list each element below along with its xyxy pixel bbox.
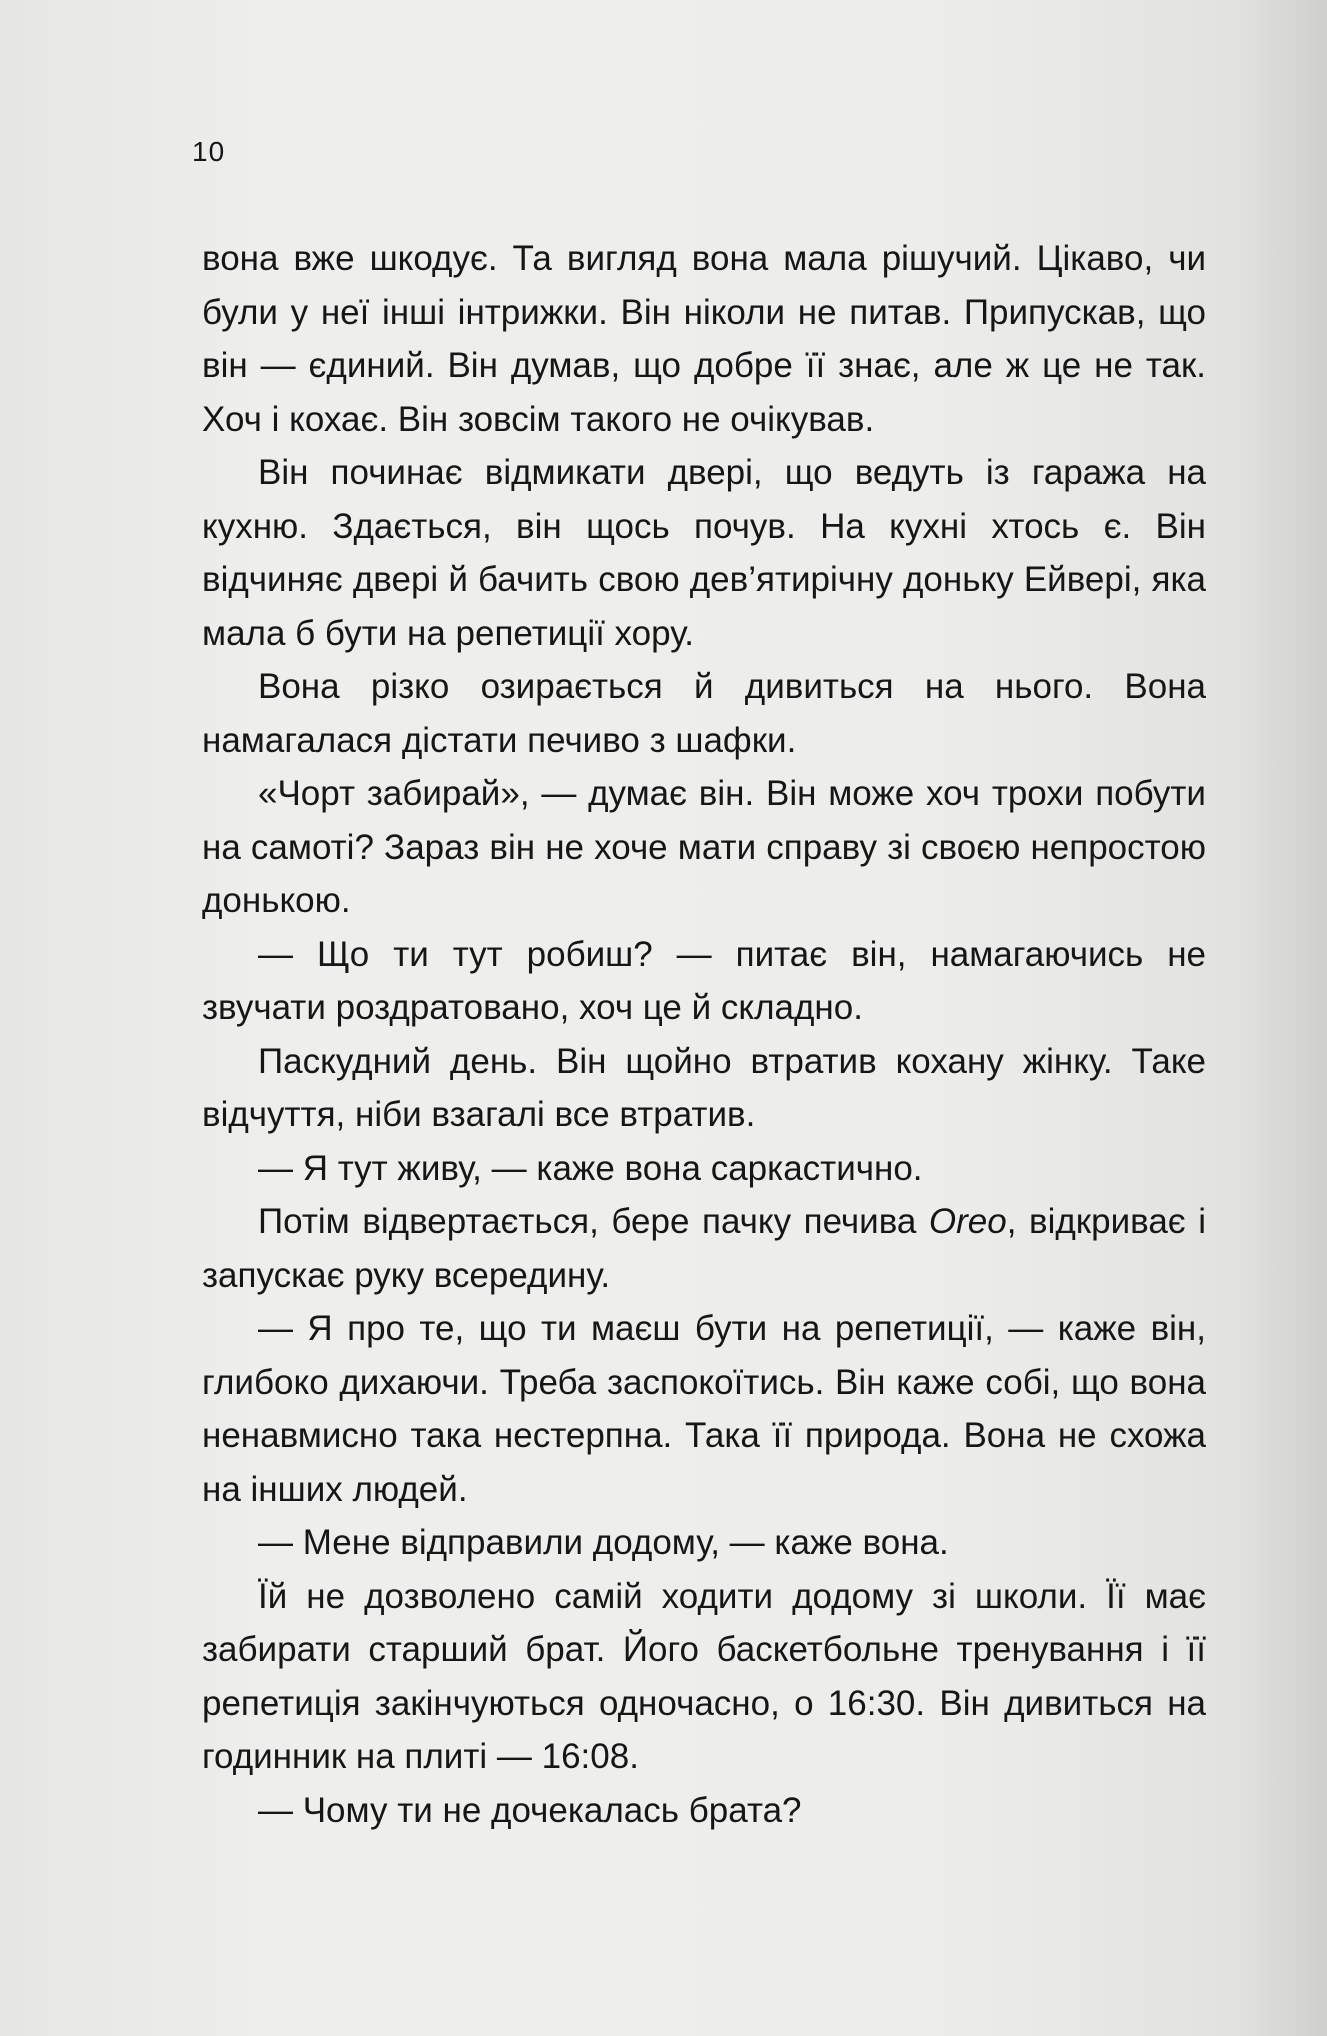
- paragraph: Вона різко озирається й дивиться на нього. Вона намагалася дістати печиво з шафки.: [202, 667, 1206, 760]
- paragraph: — Мене відправили додому, — каже вона.: [258, 1523, 949, 1562]
- paragraph: — Я тут живу, — каже вона саркастично.: [258, 1148, 923, 1188]
- paragraph: Він починає відмикати двері, що ведуть із гаража на кухню. Здається, він щось почув. На кухні хтось є. Він відчиняє двері й бачить свою дев’ятирічну доньку Ейвері, яка мала б бути на репетиції хору.: [202, 453, 1206, 653]
- paragraph: Паскудний день. Він щойно втратив кохану жінку. Таке відчуття, ніби взагалі все втратив.: [202, 1041, 1206, 1134]
- paragraph: — Я про те, що ти маєш бути на репетиції, — каже він, глибоко дихаючи. Треба заспокоїтись. Він каже собі, що вона ненавмисно така нестерпна. Така її природа. Вона не схожа на інших людей.: [202, 1309, 1206, 1509]
- brand-name: Oreo: [928, 1202, 1007, 1241]
- paragraph: — Що ти тут робиш? — питає він, намагаючись не звучати роздратовано, хоч це й складно.: [202, 934, 1206, 1027]
- paragraph: Їй не дозволено самій ходити додому зі школи. Її має забирати старший брат. Його баскетбольне тренування і її репетиція закінчуються одночасно, о 16:30. Він дивиться на годинник на плиті — 16:08.: [202, 1576, 1206, 1776]
- paragraph: — Чому ти не дочекалась брата?: [258, 1790, 802, 1830]
- page-number: 10: [192, 136, 226, 167]
- paragraph: «Чорт забирай», — думає він. Він може хоч трохи побути на самоті? Зараз він не хоче мати справу зі своєю непростою донькою.: [202, 774, 1206, 920]
- paragraph: вона вже шкодує. Та вигляд вона мала рішучий. Цікаво, чи були у неї інші інтрижки. Він ніколи не питав. Припускав, що він — єдиний. Він думав, що добре її знає, але ж це не так. Хоч і кохає. Він зовсім такого не очікував.: [202, 239, 1206, 439]
- paragraph: Потім відвертається, бере пачку печива Oreo, відкриває і запускає руку всередину.: [202, 1202, 1206, 1295]
- body-text: [202, 232, 1206, 1837]
